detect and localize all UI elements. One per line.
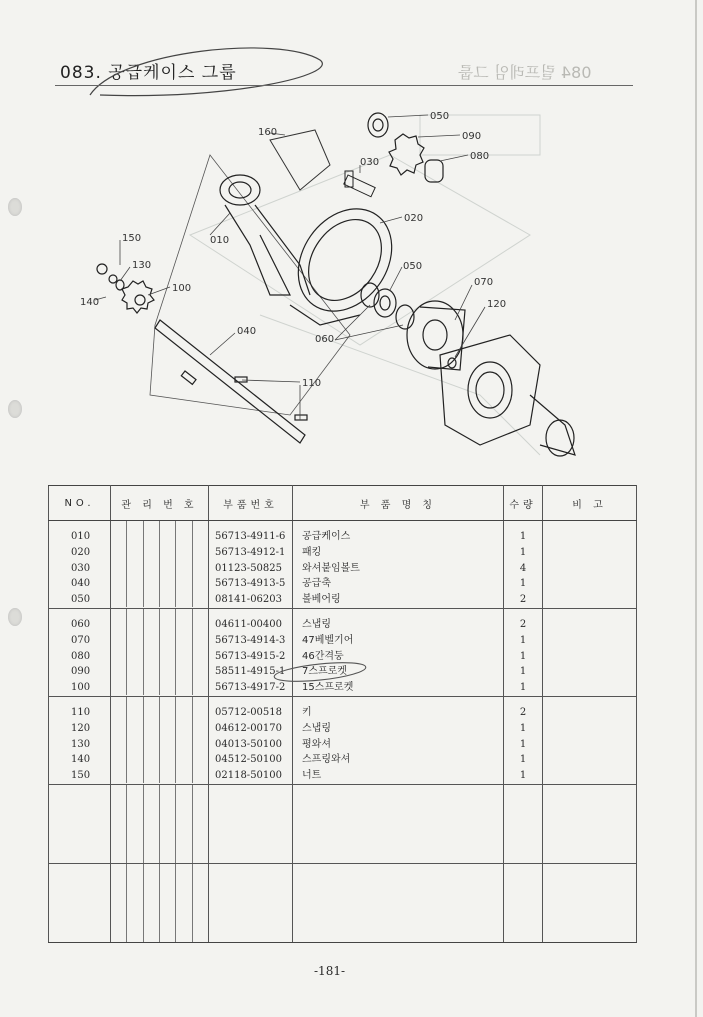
row-part-number: 01123-50825 (215, 562, 283, 574)
callout-130: 130 (132, 260, 152, 271)
row-part-name: 15스프로켓 (302, 682, 354, 694)
row-part-name: 너트 (302, 770, 322, 782)
row-part-name: 볼베어링 (302, 594, 341, 606)
row-no: 030 (71, 562, 91, 574)
title-rule (55, 85, 633, 86)
callout-120: 120 (487, 299, 507, 310)
row-quantity: 1 (519, 722, 527, 734)
row-part-number: 04611-00400 (215, 618, 283, 630)
row-part-name: 7스프로켓 (302, 666, 348, 678)
callout-010: 010 (210, 235, 230, 246)
exploded-parts-diagram (60, 95, 600, 480)
callout-040: 040 (237, 326, 257, 337)
row-part-number: 56713-4911-6 (215, 531, 286, 542)
col-quantity: 수량 (504, 486, 543, 521)
table-row-group (49, 696, 637, 784)
row-part-number: 04612-00170 (215, 722, 283, 734)
row-part-number: 58511-4915-1 (215, 666, 286, 678)
callout-080: 080 (470, 151, 490, 162)
row-no: 050 (71, 594, 91, 606)
row-part-name: 와셔붙임볼트 (302, 562, 360, 574)
handwritten-circle-mark (270, 658, 380, 686)
row-quantity: 1 (519, 650, 527, 662)
row-part-name: 키 (302, 706, 312, 718)
col-no: NO. (49, 486, 111, 521)
binder-hole (8, 400, 22, 418)
callout-090: 090 (462, 131, 482, 142)
row-part-number: 05712-00518 (215, 706, 283, 718)
callout-070: 070 (474, 277, 494, 288)
row-no: 010 (71, 531, 91, 542)
table-row-empty (49, 784, 637, 863)
row-quantity: 4 (519, 562, 527, 574)
col-part-number: 부품번호 (209, 486, 293, 521)
row-part-number: 08141-06203 (215, 594, 283, 606)
callout-100: 100 (172, 283, 192, 294)
row-no: 130 (71, 738, 91, 750)
row-quantity: 2 (519, 706, 527, 718)
row-part-number: 56713-4917-2 (215, 682, 286, 694)
row-part-number: 56713-4915-2 (215, 650, 286, 662)
col-remarks: 비 고 (543, 486, 637, 521)
row-no: 020 (71, 546, 91, 558)
page-title: 083. 공급케이스 그룹 (60, 63, 237, 83)
row-quantity: 1 (519, 770, 527, 782)
row-part-number: 04512-50100 (215, 754, 283, 766)
row-quantity: 2 (519, 618, 527, 630)
row-quantity: 1 (519, 682, 527, 694)
row-no: 040 (71, 578, 91, 590)
row-no: 140 (71, 754, 91, 766)
row-quantity: 1 (519, 546, 527, 558)
row-part-name: 47베벨기어 (302, 634, 354, 646)
callout-050-lower: 050 (403, 261, 423, 272)
management-no-cells (111, 521, 208, 607)
row-quantity: 2 (519, 594, 527, 606)
row-remarks (543, 608, 637, 696)
row-part-name: 공급축 (302, 578, 331, 590)
callout-060: 060 (315, 334, 335, 345)
row-no: 070 (71, 634, 91, 646)
table-row-empty (49, 863, 637, 942)
callout-050: 050 (430, 111, 450, 122)
callout-020: 020 (404, 213, 424, 224)
callout-160: 160 (258, 127, 278, 138)
callout-110: 110 (302, 378, 322, 389)
row-quantity: 1 (519, 738, 527, 750)
binder-hole (8, 198, 22, 216)
row-no: 060 (71, 618, 91, 630)
row-quantity: 1 (519, 531, 527, 542)
row-part-name: 스냅링 (302, 618, 331, 630)
row-remarks (543, 696, 637, 784)
row-remarks (543, 521, 637, 609)
bleed-through-title: 084 릴프레임 그룹 (458, 63, 592, 82)
page-number: -181- (314, 964, 346, 978)
row-quantity: 1 (519, 578, 527, 590)
row-part-number: 56713-4913-5 (215, 578, 286, 590)
page-edge (695, 0, 697, 1017)
col-part-name: 부 품 명 칭 (293, 486, 504, 521)
row-part-name: 스프링와셔 (302, 754, 351, 766)
row-no: 090 (71, 666, 91, 678)
callout-140: 140 (80, 297, 100, 308)
row-part-name: 46간격둥 (302, 650, 344, 662)
row-part-name: 스냅링 (302, 722, 331, 734)
row-no: 150 (71, 770, 91, 782)
callout-030: 030 (360, 157, 380, 168)
col-management-no: 관 리 번 호 (111, 486, 209, 521)
row-no: 120 (71, 722, 91, 734)
row-no: 100 (71, 682, 91, 694)
row-part-number: 04013-50100 (215, 738, 283, 750)
handwritten-swoosh (80, 40, 340, 100)
management-no-cells (111, 697, 208, 783)
row-part-name: 패킹 (302, 546, 322, 558)
management-no-cells (111, 609, 208, 695)
row-quantity: 1 (519, 754, 527, 766)
parts-table (48, 485, 637, 943)
row-no: 110 (71, 706, 91, 718)
row-part-number: 56713-4914-3 (215, 634, 286, 646)
row-part-number: 56713-4912-1 (215, 546, 286, 558)
row-part-name: 공급케이스 (302, 531, 351, 542)
callout-150: 150 (122, 233, 142, 244)
table-row-group (49, 521, 637, 609)
row-quantity: 1 (519, 666, 527, 678)
binder-hole (8, 608, 22, 626)
row-no: 080 (71, 650, 91, 662)
row-quantity: 1 (519, 634, 527, 646)
row-part-number: 02118-50100 (215, 770, 283, 782)
row-part-name: 평와셔 (302, 738, 331, 750)
table-header-row (49, 486, 637, 521)
